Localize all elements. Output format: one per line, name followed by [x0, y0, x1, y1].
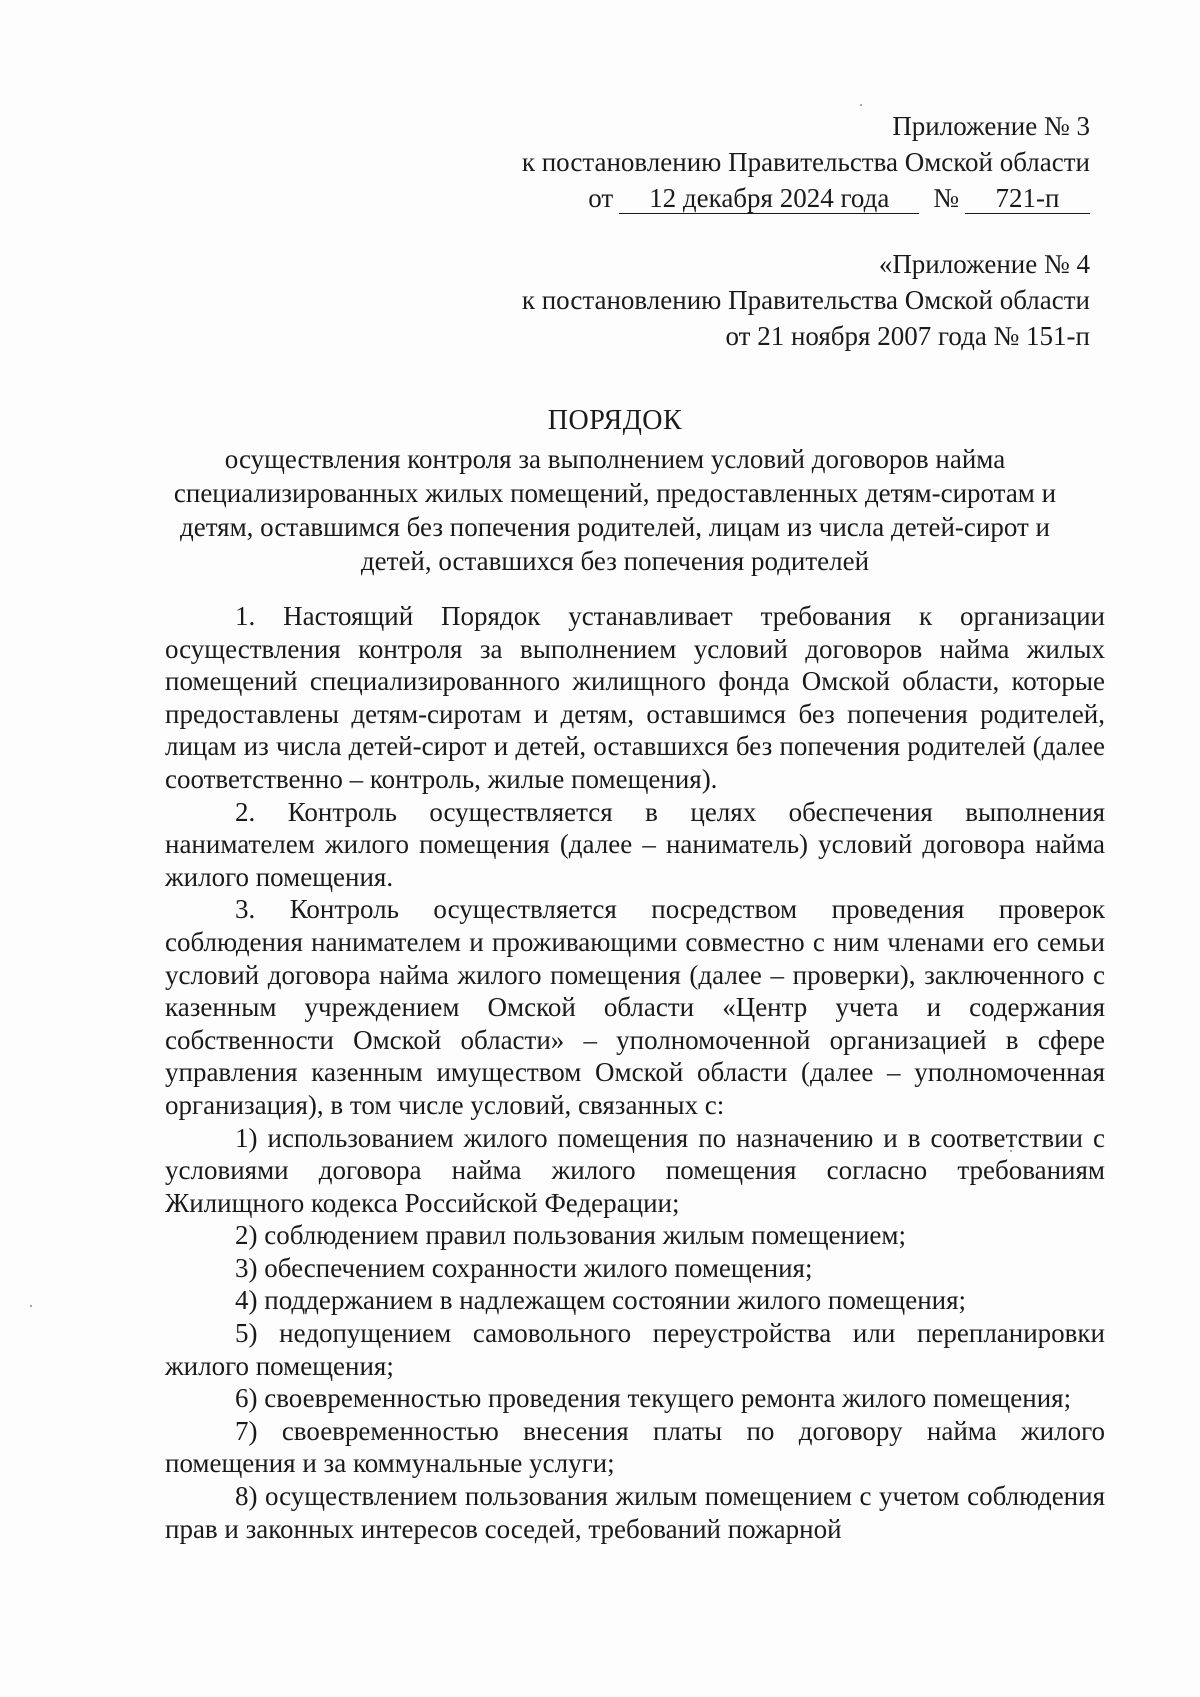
document-title	[150, 404, 1080, 578]
annex-current-header	[522, 108, 1090, 216]
resolution-number: 721-п	[965, 183, 1090, 214]
paragraph-1: 1. Настоящий Порядок устанавливает требования к организации осуществления контроля за выполнением условий договоров найма жилых помещений специализированного жилищного фонда Омской области, которые предоставлены детям-сиротам и детям, оставшимся без попечения родителей, лицам из числа детей-сирот и детей, оставшихся без попечения родителей (далее соответственно – контроль, жилые помещения).	[165, 601, 1105, 794]
paragraph-3: 3. Контроль осуществляется посредством проведения проверок соблюдения нанимателем и проживающими совместно с ним членами его семьи условий договора найма жилого помещения (далее – проверки), заключенного с казенным учреждением Омской области «Центр учета и содержания собственности Омской области» – уполномоченной организацией в сфере управления казенным имуществом Омской области (далее – уполномоченная организация), в том числе условий, связанных с:	[165, 894, 1105, 1120]
list-item-4: 4) поддержанием в надлежащем состоянии жилого помещения;	[235, 1285, 967, 1316]
previous-annex-resolution-line: к постановлению Правительства Омской области	[521, 285, 1090, 315]
title-subtitle-line: осуществления контроля за выполнением условий договоров найма	[224, 444, 1006, 474]
previous-annex-title: «Приложение № 4	[878, 249, 1090, 279]
annex-date-line	[522, 180, 1090, 216]
scan-speck	[30, 1305, 32, 1307]
annex-resolution-line: к постановлению Правительства Омской области	[521, 147, 1090, 177]
resolution-date: 12 декабря 2024 года	[619, 183, 919, 214]
annex-previous-header	[522, 246, 1090, 354]
title-subtitle-line: детям, оставшимся без попечения родителей, лицам из числа детей-сирот и	[179, 512, 1050, 542]
list-item-8: 8) осуществлением пользования жилым помещением с учетом соблюдения прав и законных интересов соседей, требований пожарной	[165, 1481, 1105, 1544]
title-subtitle-line: специализированных жилых помещений, предоставленных детям-сиротам и	[173, 478, 1057, 508]
paragraph-2: 2. Контроль осуществляется в целях обеспечения выполнения нанимателем жилого помещения (далее – наниматель) условий договора найма жилого помещения.	[165, 796, 1105, 892]
previous-annex-date-line: от 21 ноября 2007 года № 151-п	[725, 321, 1090, 351]
list-item-3: 3) обеспечением сохранности жилого помещения;	[235, 1252, 813, 1283]
scan-speck	[860, 104, 862, 106]
list-item-5: 5) недопущением самовольного переустройства или перепланировки жилого помещения;	[165, 1318, 1105, 1381]
list-item-6: 6) своевременностью проведения текущего ремонта жилого помещения;	[235, 1383, 1072, 1414]
title-subtitle-line: детей, оставшихся без попечения родителей	[360, 546, 870, 576]
document-body	[165, 600, 1105, 1545]
number-label: №	[933, 183, 959, 213]
list-item-1: 1) использованием жилого помещения по назначению и в соответствии с условиями договора найма жилого помещения согласно требованиям Жилищного кодекса Российской Федерации;	[165, 1122, 1105, 1218]
from-label: от	[588, 183, 614, 213]
list-item-2: 2) соблюдением правил пользования жилым помещением;	[235, 1220, 906, 1251]
list-item-7: 7) своевременностью внесения платы по договору найма жилого помещения и за коммунальные услуги;	[165, 1415, 1105, 1479]
title-heading: ПОРЯДОК	[547, 405, 683, 436]
annex-title: Приложение № 3	[892, 111, 1090, 141]
